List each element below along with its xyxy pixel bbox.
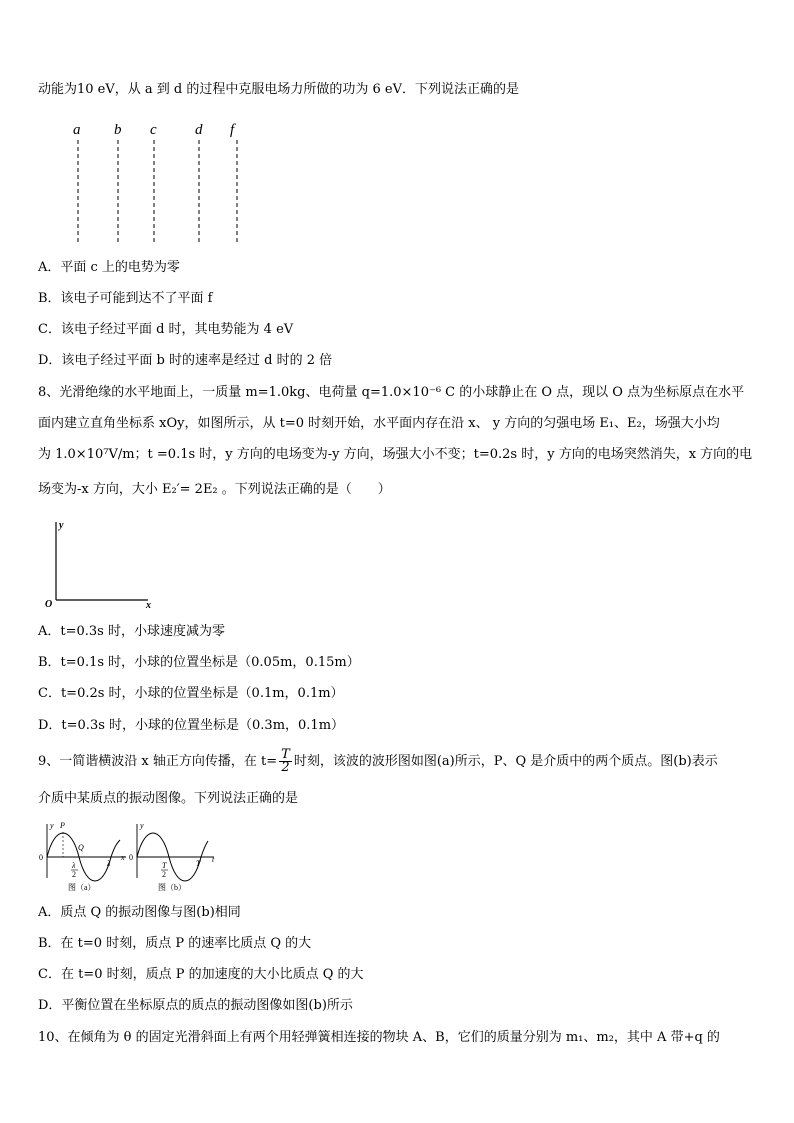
fig-a-q-label: Q xyxy=(78,843,84,852)
q7-stem: 动能为10 eV，从 a 到 d 的过程中克服电场力所做的功为 6 eV．下列说法正确的是 xyxy=(38,82,519,97)
q9-option-c[interactable]: C．在 t=0 时刻，质点 P 的加速度的大小比质点 Q 的大 xyxy=(38,967,364,982)
q8-line-1: 8、光滑绝缘的水平地面上，一质量 m=1.0kg、电荷量 q=1.0×10⁻⁶ C 的小球静止在 O 点，现以 O 点为坐标原点在水平 xyxy=(38,385,745,400)
q8-option-b[interactable]: B．t=0.1s 时，小球的位置坐标是（0.05m，0.15m） xyxy=(38,655,360,670)
q9-number: 9、 xyxy=(38,754,60,769)
q8-line-4: 场变为-x 方向，大小 E₂′= 2E₂ 。下列说法正确的是（ ） xyxy=(38,482,391,497)
q9-option-d[interactable]: D．平衡位置在坐标原点的质点的振动图像如图(b)所示 xyxy=(38,998,353,1013)
q9-figure-a xyxy=(38,820,138,895)
fig-b-T-label: T xyxy=(196,859,201,868)
q9-line-1: 9、一简谐横波沿 x 轴正方向传播，在 t= $\frac{T}{2}$ 时刻，该波的波形图如图(a)所示，P、Q 是介质中的两个质点。图(b)表示 xyxy=(38,747,718,775)
fig-a-p-label: P xyxy=(60,821,65,830)
fig-a-half-num: λ xyxy=(72,861,76,870)
q8-number: 8、 xyxy=(38,385,60,400)
fig-b-zero-label: 0 xyxy=(129,853,133,862)
q8-line-3: 为 1.0×10⁷V/m；t =0.1s 时，y 方向的电场变为-y 方向，场强大小不变；t=0.2s 时，y 方向的电场突然消失，x 方向的电 xyxy=(38,447,753,462)
q9-option-b[interactable]: B．在 t=0 时刻，质点 P 的速率比质点 Q 的大 xyxy=(38,936,312,951)
q7-option-d[interactable]: D．该电子经过平面 b 时的速率是经过 d 时的 2 倍 xyxy=(38,353,333,368)
fig-a-caption: 图（a） xyxy=(68,883,96,892)
fig-a-y-label: y xyxy=(50,821,54,830)
fig-a-lambda-label: λ xyxy=(107,859,111,868)
q8-option-c[interactable]: C．t=0.2s 时，小球的位置坐标是（0.1m，0.1m） xyxy=(38,686,344,701)
plane-label-c: c xyxy=(150,122,157,138)
q9-option-a[interactable]: A．质点 Q 的振动图像与图(b)相同 xyxy=(38,905,241,920)
q10-line-1: 10、在倾角为 θ 的固定光滑斜面上有两个用轻弹簧相连接的物块 A、B，它们的质量分别为 m₁、m₂，其中 A 带+q 的 xyxy=(38,1030,720,1045)
q8-line-2: 面内建立直角坐标系 xOy，如图所示，从 t=0 时刻开始，水平面内存在沿 x、 y 方向的匀强电场 E₁、E₂，场强大小均 xyxy=(38,416,720,431)
q9-line-2: 介质中某质点的振动图像。下列说法正确的是 xyxy=(38,791,299,806)
fig-b-caption: 图（b） xyxy=(158,883,186,892)
q10-number: 10、 xyxy=(38,1030,68,1045)
plane-label-f: f xyxy=(230,122,235,138)
plane-label-d: d xyxy=(195,122,203,138)
q8-axes-diagram xyxy=(40,518,160,613)
fig-b-y-label: y xyxy=(140,821,144,830)
plane-label-a: a xyxy=(73,122,81,138)
q7-option-c[interactable]: C．该电子经过平面 d 时，其电势能为 4 eV xyxy=(38,322,294,337)
q8-option-d[interactable]: D．t=0.3s 时，小球的位置坐标是（0.3m，0.1m） xyxy=(38,718,345,733)
fig-a-zero-label: 0 xyxy=(39,853,43,862)
q8-axis-x-label: x xyxy=(146,600,151,611)
q9-fraction-t-over-2: $\frac{T}{2}$ xyxy=(281,747,290,775)
q7-option-b[interactable]: B．该电子可能到达不了平面 f xyxy=(38,291,213,306)
q8-axis-y-label: y xyxy=(59,520,64,531)
fig-b-half-num: T xyxy=(162,861,167,870)
q8-option-a[interactable]: A．t=0.3s 时，小球速度减为零 xyxy=(38,624,225,639)
q8-origin-label: O xyxy=(45,599,53,610)
q7-planes-diagram xyxy=(60,118,260,248)
fig-a-x-label: x xyxy=(121,853,125,862)
q9-figure-b xyxy=(128,820,228,895)
fig-b-t-label: t xyxy=(212,855,215,864)
q7-option-a[interactable]: A．平面 c 上的电势为零 xyxy=(38,260,180,275)
fig-a-half-den: 2 xyxy=(72,870,76,879)
fig-b-half-den: 2 xyxy=(162,870,166,879)
plane-label-b: b xyxy=(114,122,122,138)
